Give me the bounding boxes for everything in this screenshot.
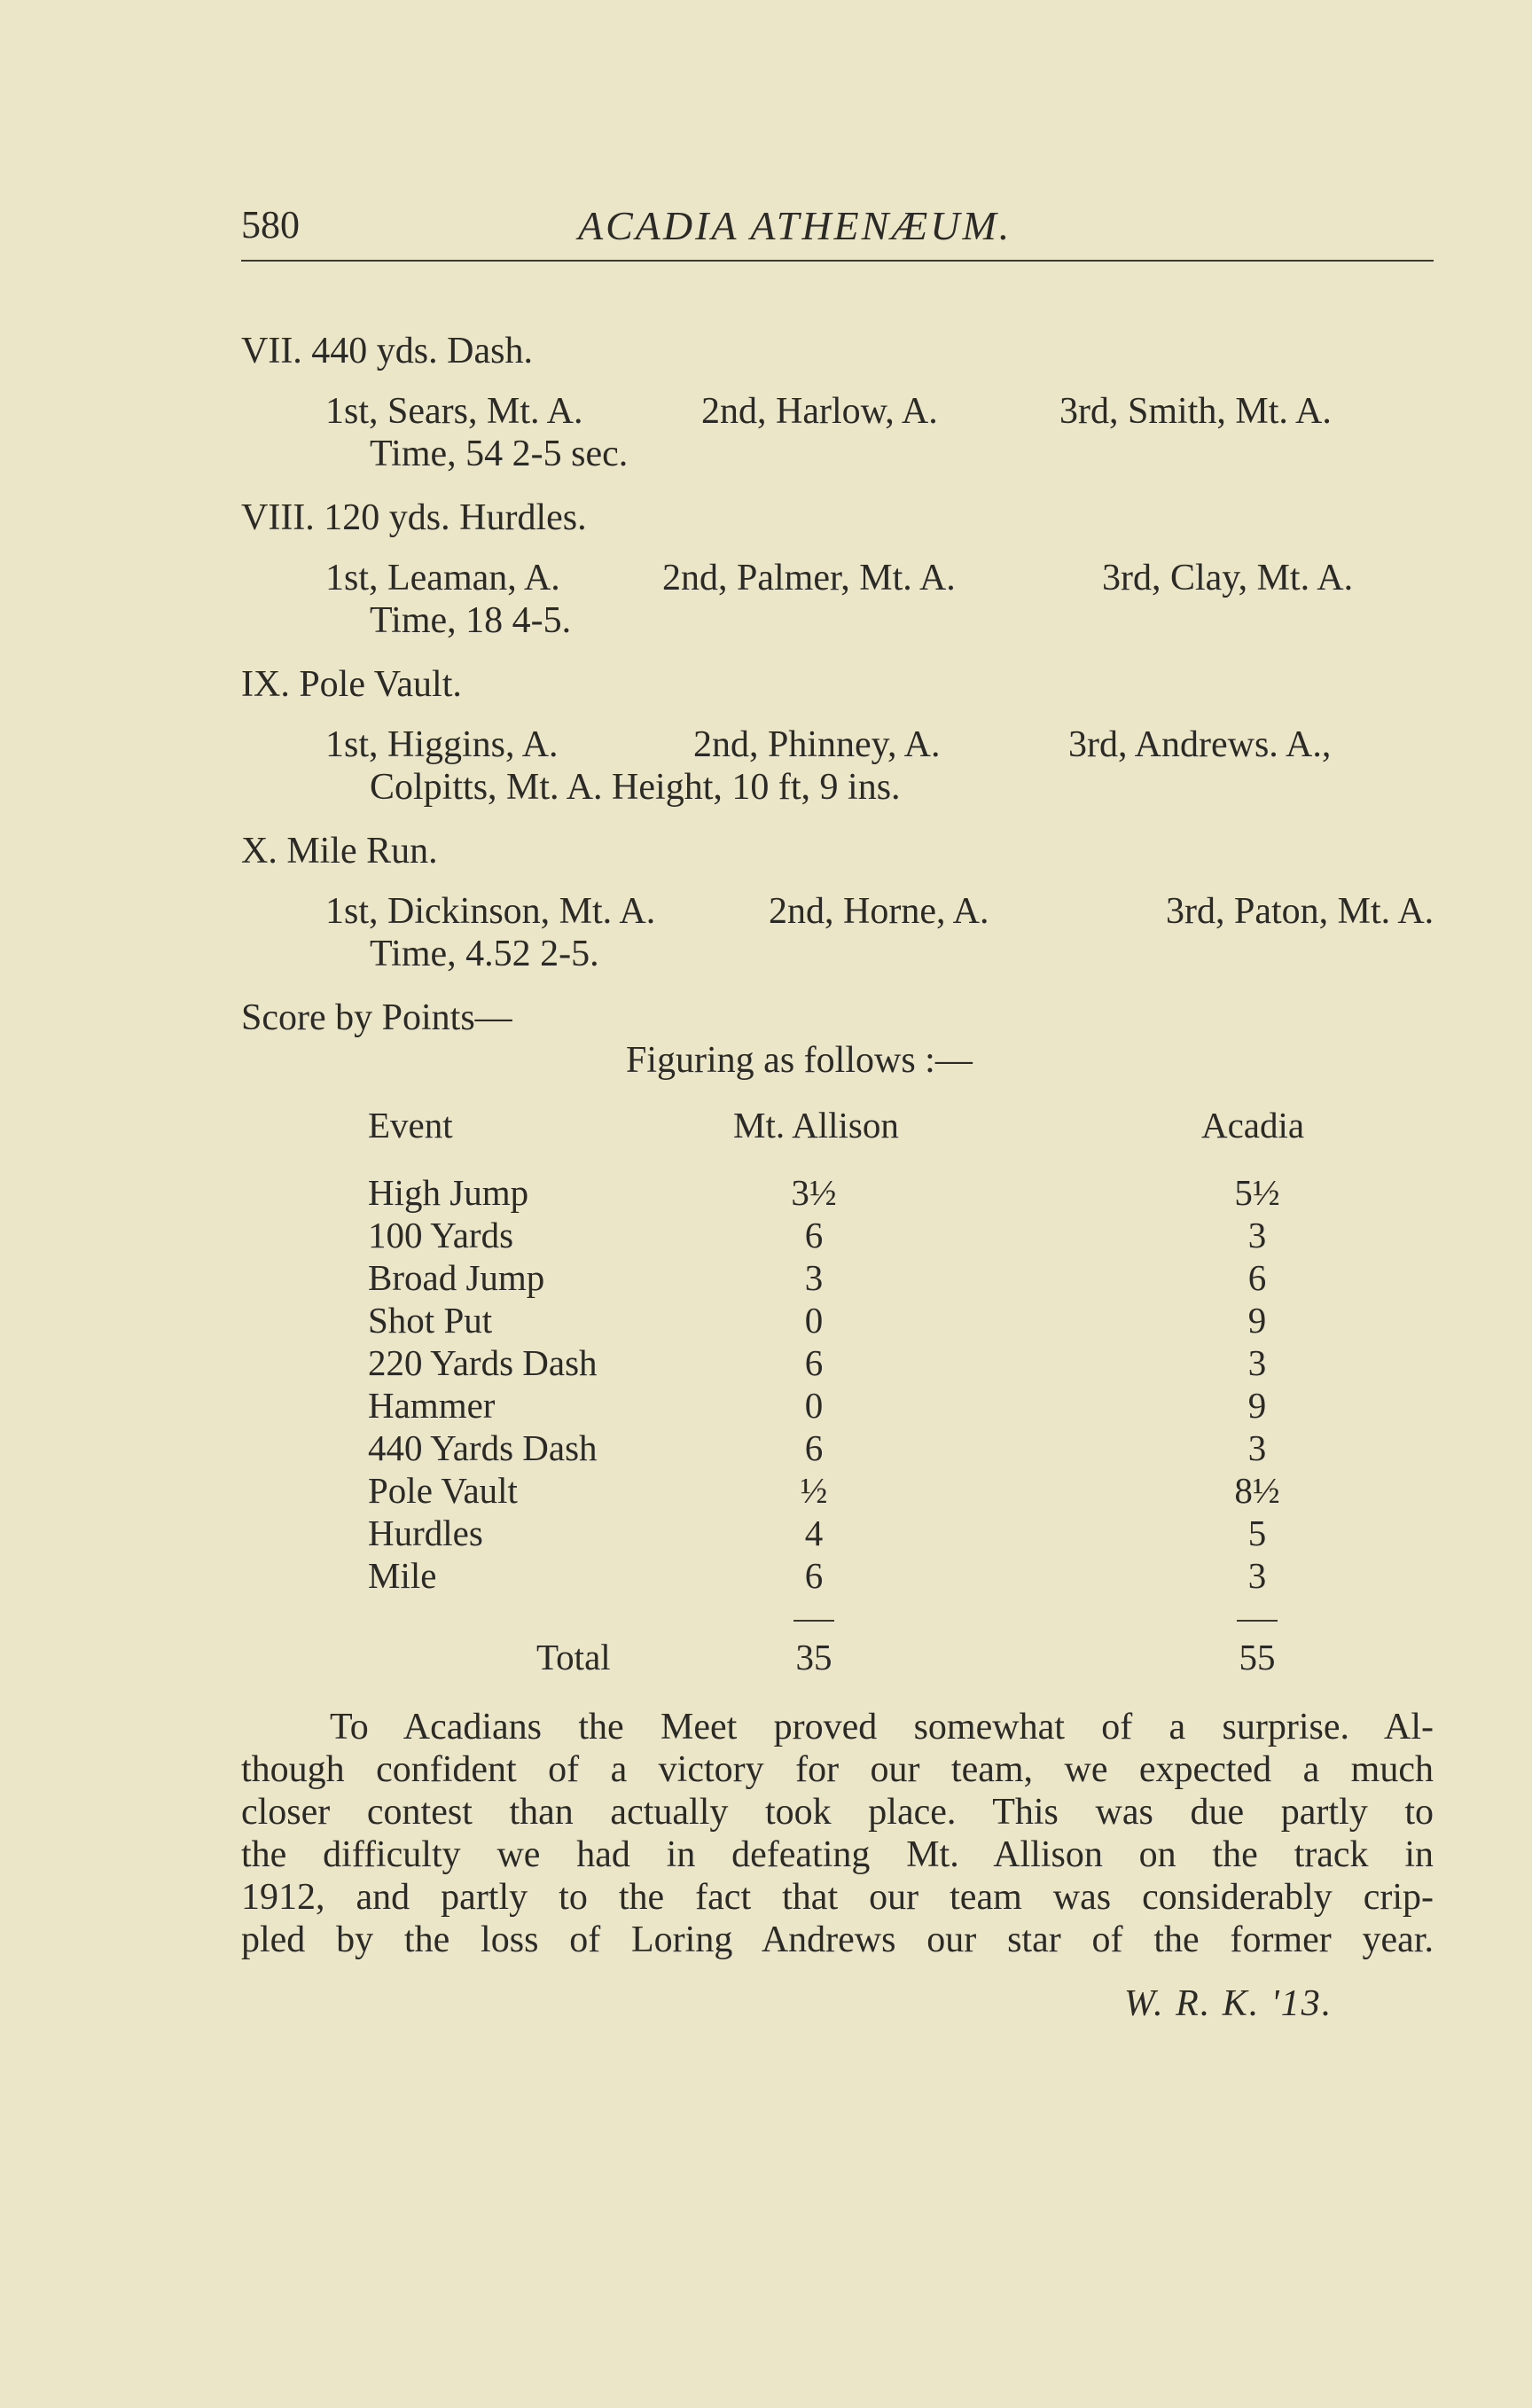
total-mt-allison: 35 bbox=[795, 1637, 832, 1677]
third-place: 3rd, Paton, Mt. A. bbox=[1166, 891, 1434, 932]
event-cell: 100 Yards bbox=[368, 1215, 514, 1255]
column-header-acadia: Acadia bbox=[1201, 1105, 1305, 1145]
first-place: 1st, Dickinson, Mt. A. bbox=[325, 891, 656, 932]
score-subheading: Figuring as follows :— bbox=[626, 1040, 973, 1081]
page-number: 580 bbox=[241, 203, 300, 246]
acadia-points: 3 bbox=[1247, 1342, 1267, 1383]
result-line: Time, 4.52 2-5. bbox=[370, 934, 599, 974]
closing-paragraph bbox=[241, 1706, 1434, 1961]
paragraph-line: To Acadians the Meet proved somewhat of a surprise. Al- bbox=[330, 1707, 1434, 1747]
paragraph-line: 1912, and partly to the fact that our team was considerably crip- bbox=[241, 1877, 1434, 1918]
event-cell: 440 Yards Dash bbox=[368, 1427, 598, 1468]
third-place: 3rd, Smith, Mt. A. bbox=[1059, 391, 1332, 432]
mt-allison-points: 3 bbox=[804, 1257, 824, 1298]
event-ix bbox=[241, 663, 1438, 808]
table-row bbox=[368, 1384, 1343, 1427]
event-cell: Hammer bbox=[368, 1385, 496, 1426]
table-row bbox=[368, 1171, 1343, 1214]
acadia-points: 5½ bbox=[1234, 1172, 1280, 1213]
acadia-points: 5 bbox=[1247, 1513, 1267, 1553]
table-row bbox=[368, 1299, 1343, 1341]
third-place: 3rd, Andrews. A., bbox=[1068, 724, 1332, 765]
mt-allison-points: 4 bbox=[804, 1513, 824, 1553]
event-cell: Mile bbox=[368, 1555, 437, 1596]
mt-allison-points: 0 bbox=[804, 1385, 824, 1426]
mt-allison-points: ½ bbox=[800, 1470, 828, 1511]
second-place: 2nd, Phinney, A. bbox=[693, 724, 941, 765]
header-rule bbox=[241, 260, 1434, 262]
column-header-event: Event bbox=[368, 1105, 453, 1145]
event-cell: High Jump bbox=[368, 1172, 529, 1213]
event-heading: VIII. 120 yds. Hurdles. bbox=[241, 497, 587, 538]
result-line: Time, 54 2-5 sec. bbox=[370, 434, 629, 474]
total-rule-acadia bbox=[1237, 1620, 1278, 1622]
mt-allison-points: 0 bbox=[804, 1300, 824, 1341]
paragraph-line: the difficulty we had in defeating Mt. Allison on the track in bbox=[241, 1834, 1434, 1875]
mt-allison-points: 6 bbox=[804, 1342, 824, 1383]
third-place: 3rd, Clay, Mt. A. bbox=[1102, 558, 1354, 598]
first-place: 1st, Leaman, A. bbox=[325, 558, 560, 598]
second-place: 2nd, Horne, A. bbox=[769, 891, 989, 932]
acadia-points: 3 bbox=[1247, 1215, 1267, 1255]
acadia-points: 9 bbox=[1247, 1385, 1267, 1426]
table-row bbox=[368, 1256, 1343, 1299]
total-label: Total bbox=[536, 1637, 611, 1677]
table-row bbox=[368, 1341, 1343, 1384]
table-row bbox=[368, 1427, 1343, 1469]
paragraph-line: closer contest than actually took place. This was due partly to bbox=[241, 1792, 1434, 1833]
first-place: 1st, Higgins, A. bbox=[325, 724, 559, 765]
acadia-points: 8½ bbox=[1234, 1470, 1280, 1511]
table-row bbox=[368, 1214, 1343, 1256]
event-vii bbox=[241, 330, 1438, 474]
first-place: 1st, Sears, Mt. A. bbox=[325, 391, 583, 432]
event-viii bbox=[241, 496, 1438, 641]
acadia-points: 3 bbox=[1247, 1427, 1267, 1468]
acadia-points: 9 bbox=[1247, 1300, 1267, 1341]
mt-allison-points: 3½ bbox=[791, 1172, 837, 1213]
total-acadia: 55 bbox=[1239, 1637, 1276, 1677]
second-place: 2nd, Palmer, Mt. A. bbox=[662, 558, 956, 598]
event-heading: VII. 440 yds. Dash. bbox=[241, 331, 533, 371]
total-rule-mt-allison bbox=[793, 1620, 834, 1622]
event-cell: Shot Put bbox=[368, 1300, 493, 1341]
second-place: 2nd, Harlow, A. bbox=[701, 391, 938, 432]
event-cell: 220 Yards Dash bbox=[368, 1342, 598, 1383]
score-heading: Score by Points— bbox=[241, 997, 512, 1038]
author-signature: W. R. K. '13. bbox=[1124, 1983, 1333, 2024]
event-cell: Broad Jump bbox=[368, 1257, 545, 1298]
mt-allison-points: 6 bbox=[804, 1215, 824, 1255]
result-line: Time, 18 4-5. bbox=[370, 600, 572, 641]
event-heading: X. Mile Run. bbox=[241, 831, 438, 872]
acadia-points: 6 bbox=[1247, 1257, 1267, 1298]
event-x bbox=[241, 830, 1438, 974]
mt-allison-points: 6 bbox=[804, 1427, 824, 1468]
paragraph-line: though confident of a victory for our team, we expected a much bbox=[241, 1749, 1434, 1790]
journal-title: ACADIA ATHENÆUM. bbox=[578, 203, 1012, 248]
event-heading: IX. Pole Vault. bbox=[241, 664, 462, 705]
result-line: Colpitts, Mt. A. Height, 10 ft, 9 ins. bbox=[370, 767, 901, 808]
event-cell: Pole Vault bbox=[368, 1470, 518, 1511]
running-header bbox=[241, 202, 1434, 255]
table-row bbox=[368, 1554, 1343, 1597]
table-row bbox=[368, 1469, 1343, 1512]
mt-allison-points: 6 bbox=[804, 1555, 824, 1596]
paragraph-line: pled by the loss of Loring Andrews our star of the former year. bbox=[241, 1919, 1434, 1960]
event-cell: Hurdles bbox=[368, 1513, 483, 1553]
column-header-mt-allison: Mt. Allison bbox=[733, 1105, 899, 1145]
acadia-points: 3 bbox=[1247, 1555, 1267, 1596]
table-row bbox=[368, 1512, 1343, 1554]
